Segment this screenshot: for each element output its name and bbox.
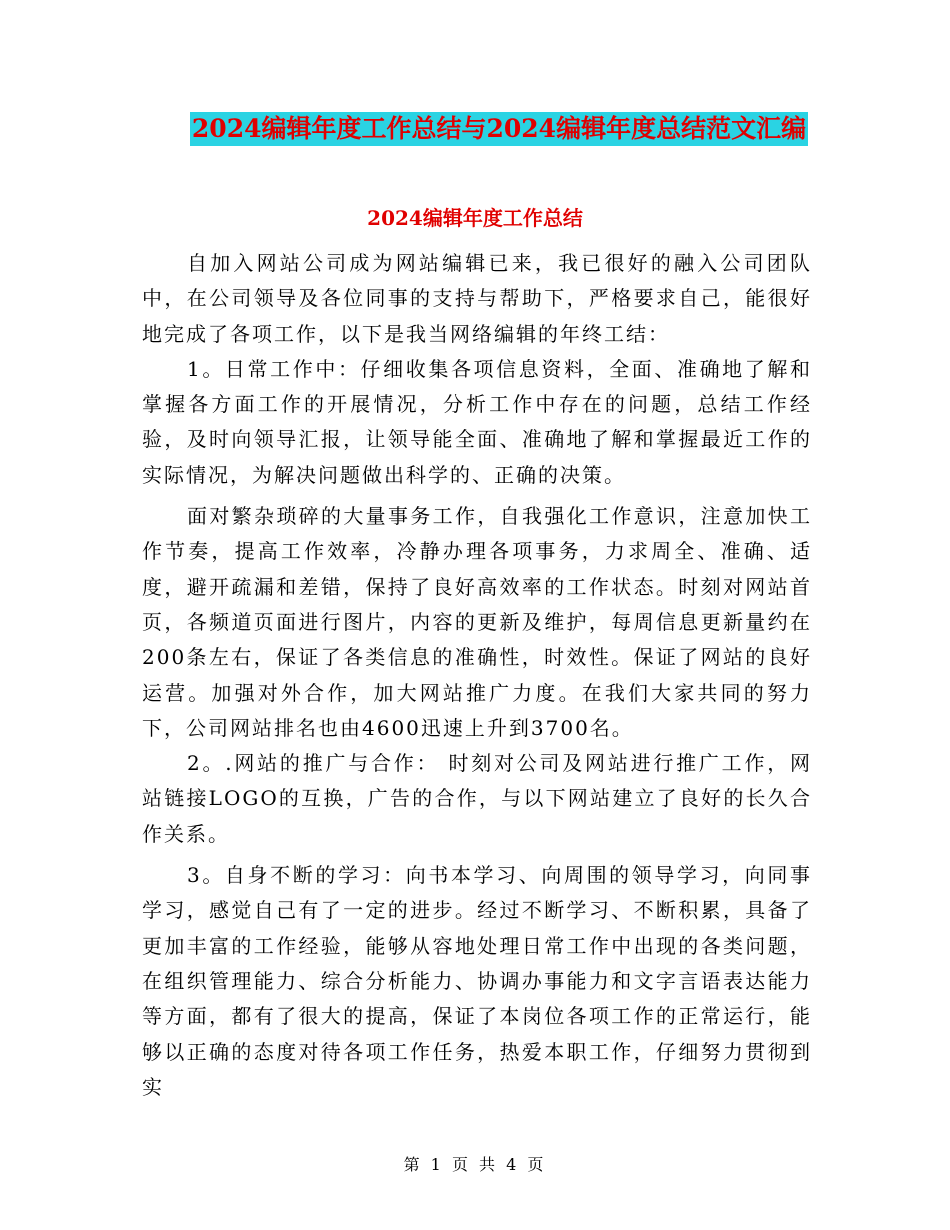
- paragraph-promotion: 2。.网站的推广与合作： 时刻对公司及网站进行推广工作，网站链接LOGO的互换，广告的合作，与以下网站建立了良好的长久合作关系。: [142, 751, 812, 846]
- document-title-container: [0, 112, 950, 146]
- document-title: 2024编辑年度工作总结与2024编辑年度总结范文汇编: [190, 112, 808, 146]
- paragraph-daily-work: 1。日常工作中：仔细收集各项信息资料，全面、准确地了解和掌握各方面工作的开展情况，分析工作中存在的问题，总结工作经验，及时向领导汇报，让领导能全面、准确地了解和掌握最近工作的实际情况，为解决问题做出科学的、正确的决策。: [142, 356, 812, 487]
- page-number-footer: 第 1 页 共 4 页: [403, 1155, 547, 1174]
- document-body: [142, 246, 812, 1105]
- paragraph-affairs: 面对繁杂琐碎的大量事务工作，自我强化工作意识，注意加快工作节奏，提高工作效率，冷静办理各项事务，力求周全、准确、适度，避开疏漏和差错，保持了良好高效率的工作状态。时刻对网站首页，各频道页面进行图片，内容的更新及维护，每周信息更新量约在200条左右，保证了各类信息的准确性，时效性。保证了网站的良好运营。加强对外合作，加大网站推广力度。在我们大家共同的努力下，公司网站排名也由4600迅速上升到3700名。: [142, 504, 812, 740]
- paragraph-learning: 3。自身不断的学习：向书本学习、向周围的领导学习，向同事学习，感觉自己有了一定的进步。经过不断学习、不断积累，具备了更加丰富的工作经验，能够从容地处理日常工作中出现的各类问题，在组织管理能力、综合分析能力、协调办事能力和文字言语表达能力等方面，都有了很大的提高，保证了本岗位各项工作的正常运行，能够以正确的态度对待各项工作任务，热爱本职工作，仔细努力贯彻到实: [142, 863, 812, 1099]
- paragraph-intro: 自加入网站公司成为网站编辑已来，我已很好的融入公司团队中，在公司领导及各位同事的支持与帮助下，严格要求自己，能很好地完成了各项工作，以下是我当网络编辑的年终工结：: [142, 251, 812, 346]
- section-title: 2024编辑年度工作总结: [367, 206, 583, 230]
